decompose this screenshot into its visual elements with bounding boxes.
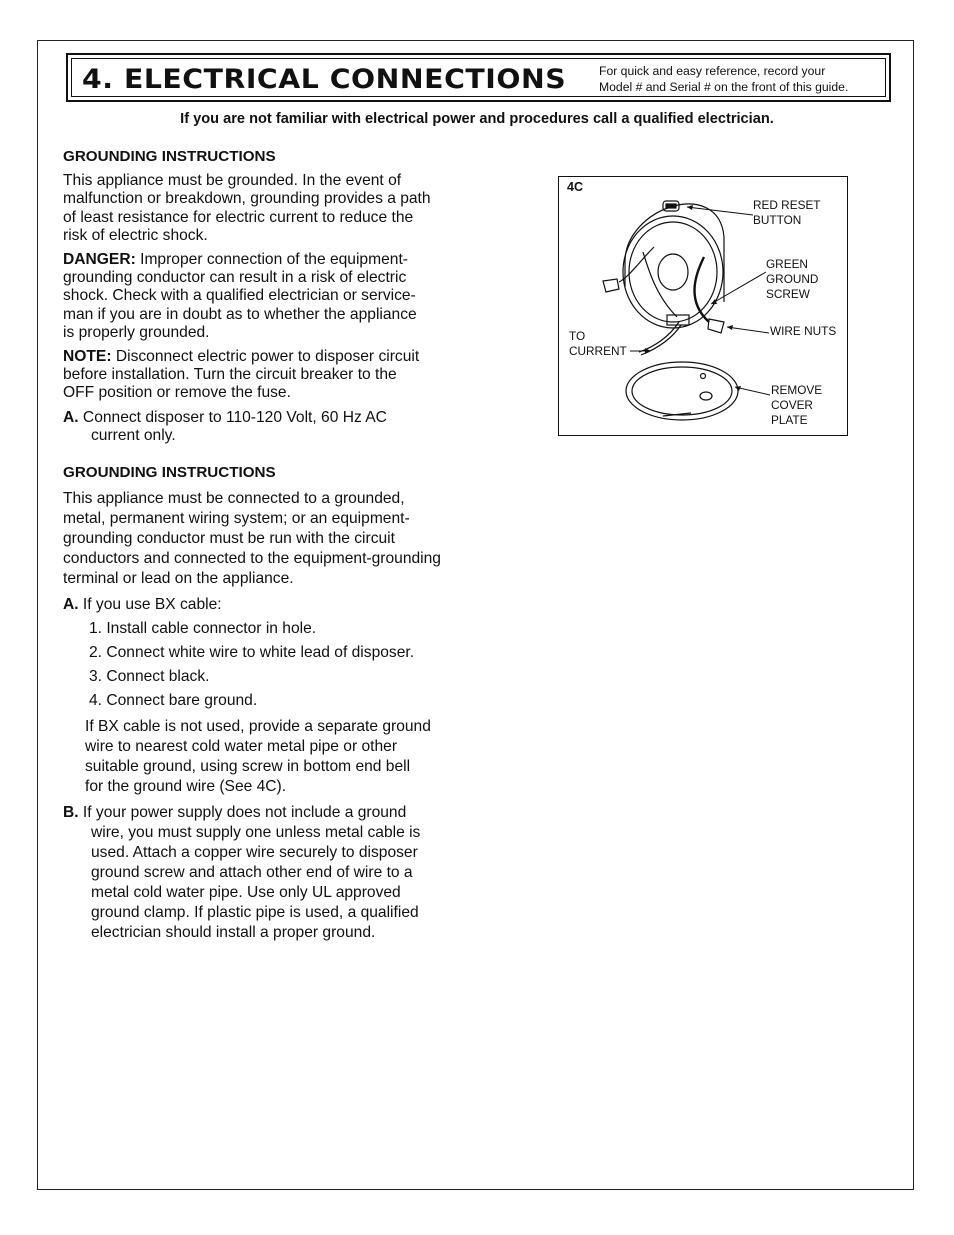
header-inner-border [71,58,886,97]
item-label: B. [63,804,79,821]
to-current-callout [569,329,627,359]
callout-line: PLATE [771,413,808,427]
section-header [66,53,891,102]
callout-line: RED RESET [753,198,821,212]
green-ground-screw-callout [766,257,818,302]
cover-plate-hole [701,374,706,379]
paragraph-line: OFF position or remove the fuse. [63,384,291,402]
paragraph-line: of least resistance for electric current to reduce the [63,208,414,226]
paragraph-line: This appliance must be connected to a grounded, [63,490,405,507]
paragraph-line: grounding conductor can result in a risk of electric [63,269,407,287]
grounding-section-1 [63,148,473,445]
list-item-b [63,803,473,823]
paragraph-line: wire, you must supply one unless metal cable is [91,824,421,841]
paragraph-line: terminal or lead on the appliance. [63,570,294,587]
item-label: A. [63,408,79,426]
paragraph-line: If you use BX cable: [78,596,222,613]
cover-plate-screw [700,392,712,400]
item-label: A. [63,596,79,613]
paragraph-line: electrician should install a proper ground. [91,924,376,941]
note-label: NOTE: [63,348,112,366]
paragraph-line: risk of electric shock. [63,226,208,244]
list-item-a [63,409,473,427]
disposer-body-outline [625,204,724,302]
callout-line: COVER [771,398,813,412]
paragraph-line: Connect disposer to 110-120 Volt, 60 Hz AC [78,408,387,426]
paragraph-line: before installation. Turn the circuit breaker to the [63,366,397,384]
callout-line: TO [569,329,586,343]
callout-line: GREEN [766,257,808,271]
danger-label: DANGER: [63,251,136,269]
danger-paragraph [63,251,473,269]
paragraph-line: wire to nearest cold water metal pipe or other [85,738,398,755]
ground-callout-line [711,272,766,304]
paragraph-line: man if you are in doubt as to whether the appliance [63,305,417,323]
paragraph-line: If BX cable is not used, provide a separate ground [85,718,431,735]
grounding-section-2 [63,463,473,943]
disposer-bottom-inner [629,222,717,322]
paragraph-line: suitable ground, using screw in bottom end bell [85,758,411,775]
paragraph-line: grounding conductor must be run with the circuit [63,530,395,547]
step-item: 1. Install cable connector in hole. [89,620,317,637]
figure-4c [558,176,848,436]
paragraph-line: shock. Check with a qualified electrician or service- [63,287,416,305]
paragraph-line: is properly grounded. [63,323,210,341]
list-item-a [63,595,473,615]
header-note-line: For quick and easy reference, record your [599,64,826,78]
cover-plate-inner [632,367,732,415]
reset-callout-line [687,207,753,215]
red-reset-button-callout [753,198,821,228]
paragraph-line: malfunction or breakdown, grounding provides a path [63,190,431,208]
reset-callout-arrow [687,205,693,210]
note-paragraph [63,348,473,366]
disposer-bottom-ellipse [623,216,723,328]
paragraph-line: Disconnect electric power to disposer circuit [111,348,420,366]
wire-path [619,247,654,282]
page-title: 4. ELECTRICAL CONNECTIONS [82,64,567,95]
wire-nuts-callout: WIRE NUTS [770,324,837,338]
paragraph-line: This appliance must be grounded. In the event of [63,172,402,190]
paragraph-line: metal cold water pipe. Use only UL approved [91,884,401,901]
paragraph-line: ground screw and attach other end of wire to a [91,864,413,881]
qualified-electrician-warning: If you are not familiar with electrical power and procedures call a qualified electrician. [180,111,774,127]
callout-line: REMOVE [771,383,823,397]
wirenuts-callout-arrow [727,325,733,330]
step-item: 2. Connect white wire to white lead of disposer. [89,644,415,661]
callout-line: BUTTON [753,213,802,227]
callout-line: SCREW [766,287,810,301]
paragraph-line: conductors and connected to the equipment-grounding [63,550,441,567]
paragraph-line: used. Attach a copper wire securely to disposer [91,844,418,861]
disposer-center-hub [658,254,688,290]
section-heading: GROUNDING INSTRUCTIONS [63,464,276,481]
section-heading: GROUNDING INSTRUCTIONS [63,148,276,165]
paragraph-line: ground clamp. If plastic pipe is used, a qualified [91,904,419,921]
paragraph-line: If your power supply does not include a ground [78,804,407,821]
wirenuts-callout-line [727,327,769,333]
paragraph-line: for the ground wire (See 4C). [85,778,287,795]
black-wire [694,257,709,322]
header-reference-note [599,63,848,95]
figure-label: 4C [567,180,583,194]
reset-button-core [666,204,676,208]
cover-plate-outer [626,362,738,420]
paragraph-line: current only. [91,426,176,444]
step-item: 4. Connect bare ground. [89,692,258,709]
callout-line: GROUND [766,272,819,286]
step-item: 3. Connect black. [89,668,210,685]
wire-nut-shape [708,319,724,333]
header-note-line: Model # and Serial # on the front of this guide. [599,80,849,94]
remove-cover-plate-callout [771,383,822,428]
paragraph-line: metal, permanent wiring system; or an equipment- [63,510,410,527]
cover-callout-line [735,387,770,395]
callout-line: CURRENT [569,344,627,358]
wire-nut-shape [603,279,619,292]
paragraph-line: Improper connection of the equipment- [135,251,408,269]
